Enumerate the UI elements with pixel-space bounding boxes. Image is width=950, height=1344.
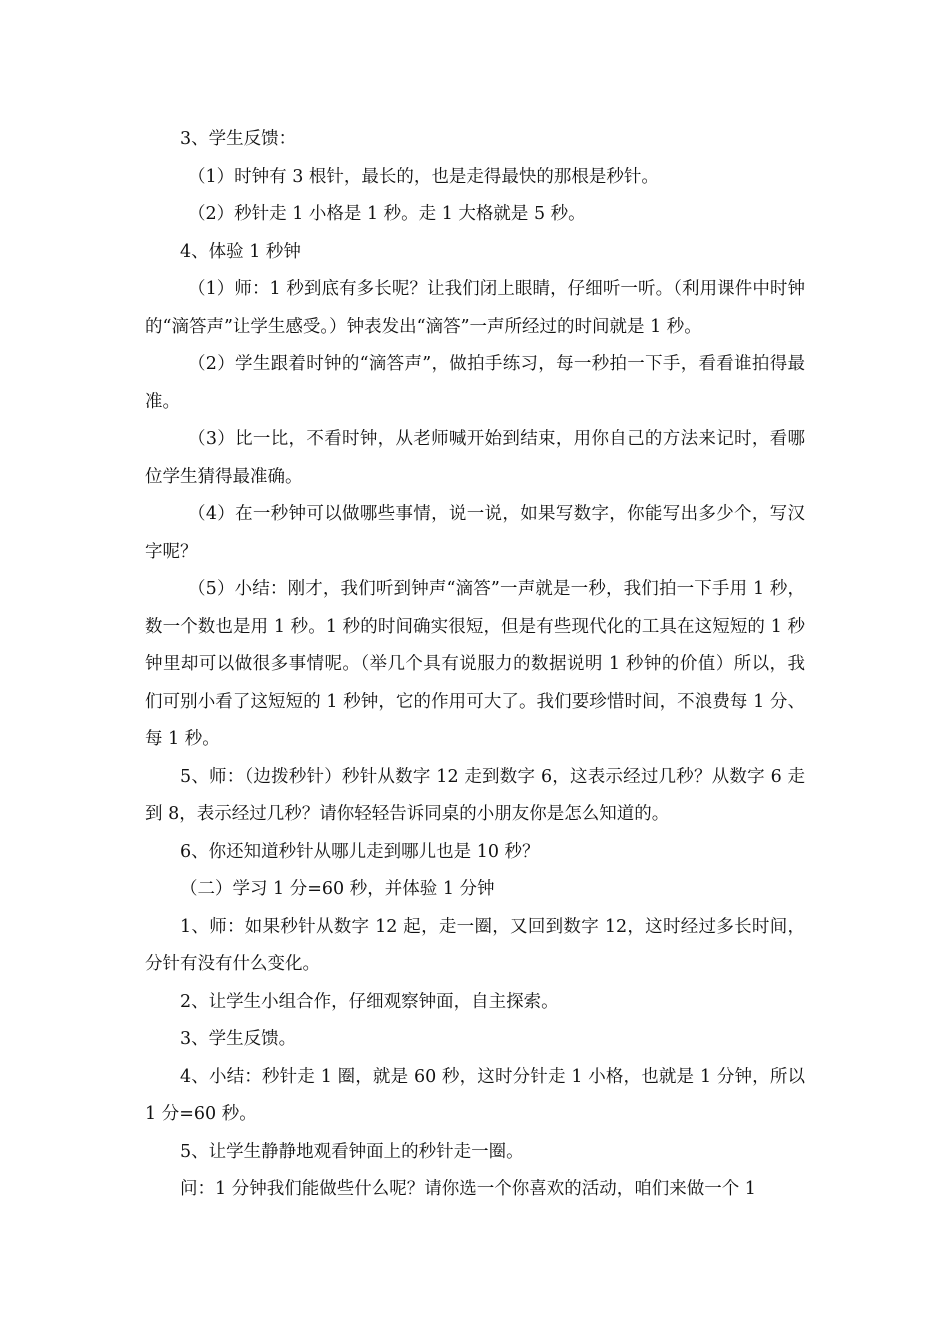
paragraph-ten-seconds: 6、你还知道秒针从哪儿走到哪儿也是 10 秒？ [180, 841, 540, 862]
document-page [145, 121, 811, 1209]
paragraph-clap-practice: （2）学生跟着时钟的“滴答声”，做拍手练习，每一秒拍一下手，看看谁拍得最准。 [145, 354, 805, 412]
paragraph-three-hands: （1）时钟有 3 根针，最长的，也是走得最快的那根是秒针。 [188, 166, 659, 187]
paragraph-one-minute-activity: 问：1 分钟我们能做些什么呢？请你选一个你喜欢的活动，咱们来做一个 1 [180, 1179, 756, 1199]
paragraph-watch-second-hand: 5、让学生静静地观看钟面上的秒针走一圈。 [180, 1141, 524, 1162]
section-heading-one-minute: （二）学习 1 分=60 秒，并体验 1 分钟 [180, 879, 495, 899]
paragraph-listen-tick: （1）师：1 秒到底有多长呢？让我们闭上眼睛，仔细听一听。（利用课件中时钟的“滴答声”让学生感受。）钟表发出“滴答”一声所经过的时间就是 1 秒。 [145, 279, 805, 337]
paragraph-group-work: 2、让学生小组合作，仔细观察钟面，自主探索。 [180, 991, 559, 1012]
paragraph-feedback-heading: 3、学生反馈： [180, 129, 297, 149]
paragraph-teacher-question: 5、师：（边拨秒针）秒针从数字 12 走到数字 6，这表示经过几秒？从数字 6 走到 8，表示经过几秒？请你轻轻告诉同桌的小朋友你是怎么知道的。 [145, 766, 805, 824]
paragraph-second-small-mark: （2）秒针走 1 小格是 1 秒。走 1 大格就是 5 秒。 [188, 204, 586, 224]
paragraph-one-second-tasks: （4）在一秒钟可以做哪些事情，说一说，如果写数字，你能写出多少个，写汉字呢？ [145, 504, 805, 562]
paragraph-summary: （5）小结：刚才，我们听到钟声“滴答”一声就是一秒，我们拍一下手用 1 秒，数一个数也是用 1 秒。1 秒的时间确实很短，但是有些现代化的工具在这短短的 1 秒钟里却可以做很多事情呢。（举几个具有说服力的数据说明 1 秒钟的价值）所以，我们可别小看了这短短的 1 秒钟，它的作用可大了。我们要珍惜时间，不浪费每 1 分、每 1 秒。 [145, 579, 805, 749]
paragraph-experience-heading: 4、体验 1 秒钟 [180, 241, 301, 262]
paragraph-full-circle: 1、师：如果秒针从数字 12 起，走一圈，又回到数字 12，这时经过多长时间，分针有没有什么变化。 [145, 916, 805, 974]
paragraph-compare-timing: （3）比一比，不看时钟，从老师喊开始到结束，用你自己的方法来记时，看哪位学生猜得最准确。 [145, 429, 805, 487]
paragraph-minute-summary: 4、小结：秒针走 1 圈，就是 60 秒，这时分针走 1 小格，也就是 1 分钟，所以 1 分=60 秒。 [145, 1066, 811, 1124]
paragraph-student-feedback: 3、学生反馈。 [180, 1029, 297, 1049]
